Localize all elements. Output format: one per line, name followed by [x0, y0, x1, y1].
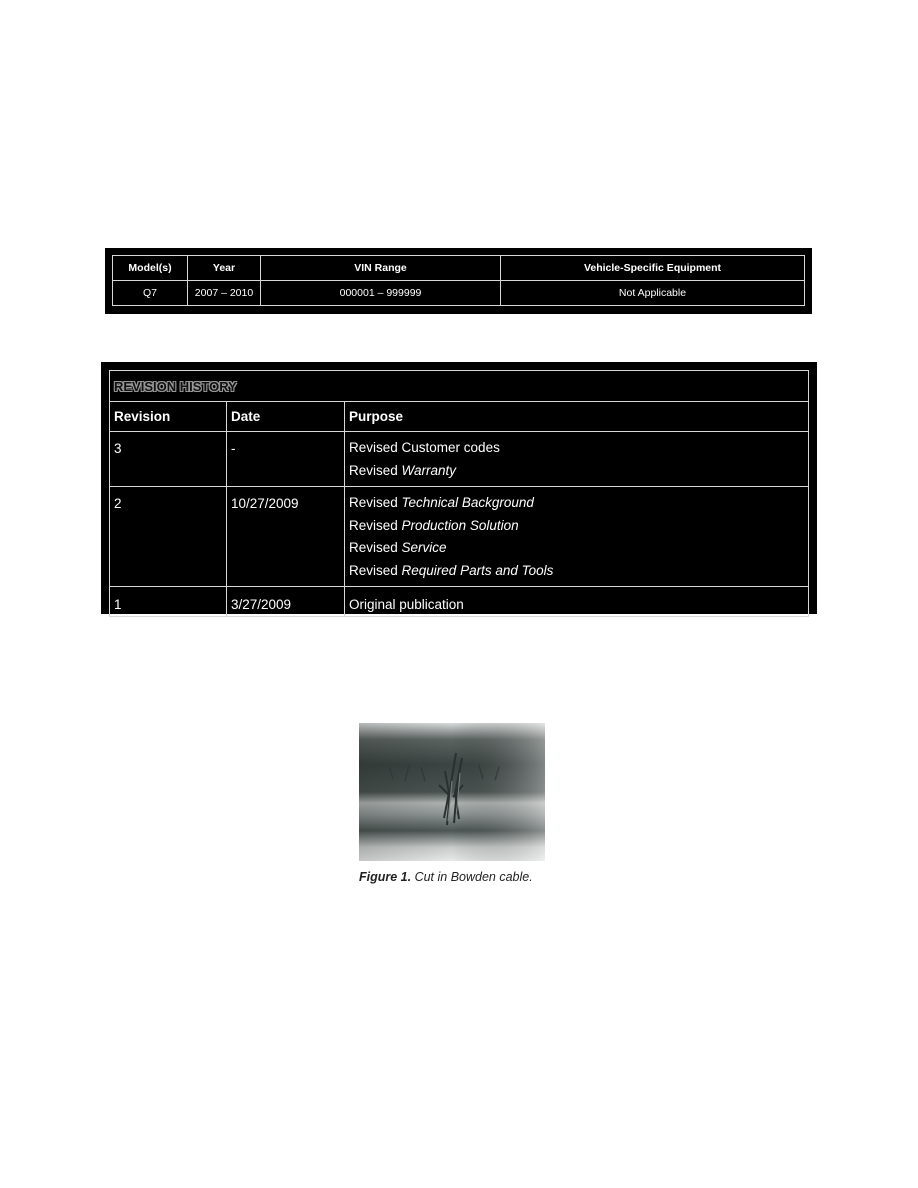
- applicability-table: [105, 248, 812, 314]
- purpose-text: Customer codes: [401, 440, 500, 455]
- cell-vin-range: 000001 – 999999: [261, 281, 501, 306]
- revision-date: -: [227, 432, 345, 487]
- revision-date: 3/27/2009: [227, 587, 345, 617]
- applicability-data-row: [113, 281, 805, 306]
- revision-history-grid: [109, 370, 809, 617]
- revision-row-3: [110, 432, 809, 487]
- purpose-line: [349, 460, 804, 483]
- applicability-header-row: [113, 256, 805, 281]
- applicability-grid: [112, 255, 805, 306]
- revision-history-title: REVISION HISTORY: [110, 371, 809, 402]
- purpose-prefix: Revised: [349, 495, 402, 510]
- cell-model: Q7: [113, 281, 188, 306]
- header-revision: Revision: [110, 402, 227, 432]
- cell-year: 2007 – 2010: [188, 281, 261, 306]
- purpose-emphasis: Required Parts and Tools: [401, 562, 554, 578]
- purpose-emphasis: Warranty: [401, 462, 457, 478]
- header-vin-range: VIN Range: [261, 256, 501, 281]
- purpose-line: [349, 515, 804, 538]
- revision-history-table: [101, 362, 817, 614]
- header-models: Model(s): [113, 256, 188, 281]
- revision-purpose: [345, 432, 809, 487]
- purpose-emphasis: Service: [401, 540, 447, 555]
- header-vehicle-equipment: Vehicle-Specific Equipment: [501, 256, 805, 281]
- purpose-prefix: Revised: [349, 540, 402, 555]
- figure-label: Figure 1.: [359, 870, 412, 884]
- purpose-prefix: Revised: [349, 517, 402, 533]
- revision-number: 3: [110, 432, 227, 487]
- purpose-line: [349, 437, 804, 460]
- revision-date: 10/27/2009: [227, 487, 345, 587]
- revision-purpose: [345, 487, 809, 587]
- purpose-line: [349, 492, 804, 515]
- purpose-prefix: Revised: [349, 462, 402, 478]
- purpose-prefix: Revised: [349, 562, 402, 578]
- revision-header-row: [110, 402, 809, 432]
- figure-caption: [359, 870, 619, 884]
- purpose-line: [349, 537, 804, 560]
- purpose-emphasis: Technical Background: [401, 495, 534, 510]
- header-date: Date: [227, 402, 345, 432]
- bowden-cable-photo: [359, 723, 545, 861]
- revision-number: 2: [110, 487, 227, 587]
- header-year: Year: [188, 256, 261, 281]
- header-purpose: Purpose: [345, 402, 809, 432]
- revision-row-2: [110, 487, 809, 587]
- purpose-emphasis: Production Solution: [401, 517, 519, 533]
- revision-row-1: [110, 587, 809, 617]
- cell-vehicle-equipment: Not Applicable: [501, 281, 805, 306]
- purpose-line: [349, 560, 804, 583]
- purpose-prefix: Revised: [349, 440, 402, 455]
- revision-number: 1: [110, 587, 227, 617]
- figure-caption-text: Cut in Bowden cable.: [414, 870, 533, 884]
- revision-purpose: Original publication: [345, 587, 809, 617]
